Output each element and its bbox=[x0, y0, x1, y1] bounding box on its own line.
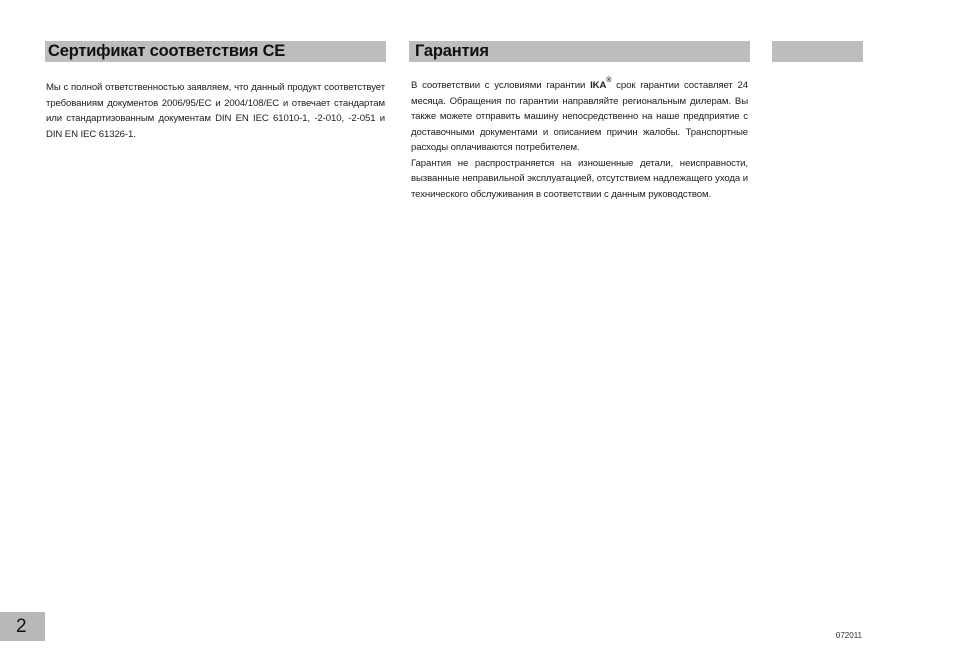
page-number-box bbox=[0, 612, 45, 641]
warranty-p1-lead: В соответствии с условиями гарантии bbox=[411, 80, 591, 91]
warranty-section-header bbox=[409, 41, 750, 62]
empty-section-header bbox=[772, 41, 863, 62]
ce-section-header bbox=[45, 41, 386, 62]
warranty-p1-rest: срок гарантии составляет 24 месяца. Обращения по гарантии направляйте региональным дилерам. Вы также можете отправить машину непосредственно на наше предприятие с доставочными документами и описанием причин жалобы. Транспортные расходы оплачиваются потребителем. bbox=[411, 80, 748, 153]
brand-name bbox=[590, 77, 612, 91]
registered-mark: ® bbox=[606, 77, 612, 84]
ce-section-body bbox=[46, 80, 385, 142]
page-number: 2 bbox=[16, 616, 27, 637]
document-code: 072011 bbox=[835, 631, 862, 640]
brand-text: IKA bbox=[590, 80, 607, 91]
warranty-section-title: Гарантия bbox=[415, 42, 489, 60]
warranty-paragraph-1 bbox=[411, 78, 748, 156]
warranty-paragraph-2: Гарантия не распространяется на изношенные детали, неисправности, вызванные неправильной эксплуатацией, отсутствием надлежащего ухода и технического обслуживания в соответствии с данным руководством. bbox=[411, 157, 748, 200]
ce-paragraph: Мы с полной ответственностью заявляем, что данный продукт соответствует требованиям документов 2006/95/EC и 2004/108/EC и отвечает стандартам или стандартизованным документам DIN EN IEC 61010-1, -2-010, -2-051 и DIN EN IEC 61326-1. bbox=[46, 82, 385, 140]
ce-section-title: Сертификат соответствия CE bbox=[48, 42, 286, 60]
warranty-section-body bbox=[411, 78, 748, 202]
